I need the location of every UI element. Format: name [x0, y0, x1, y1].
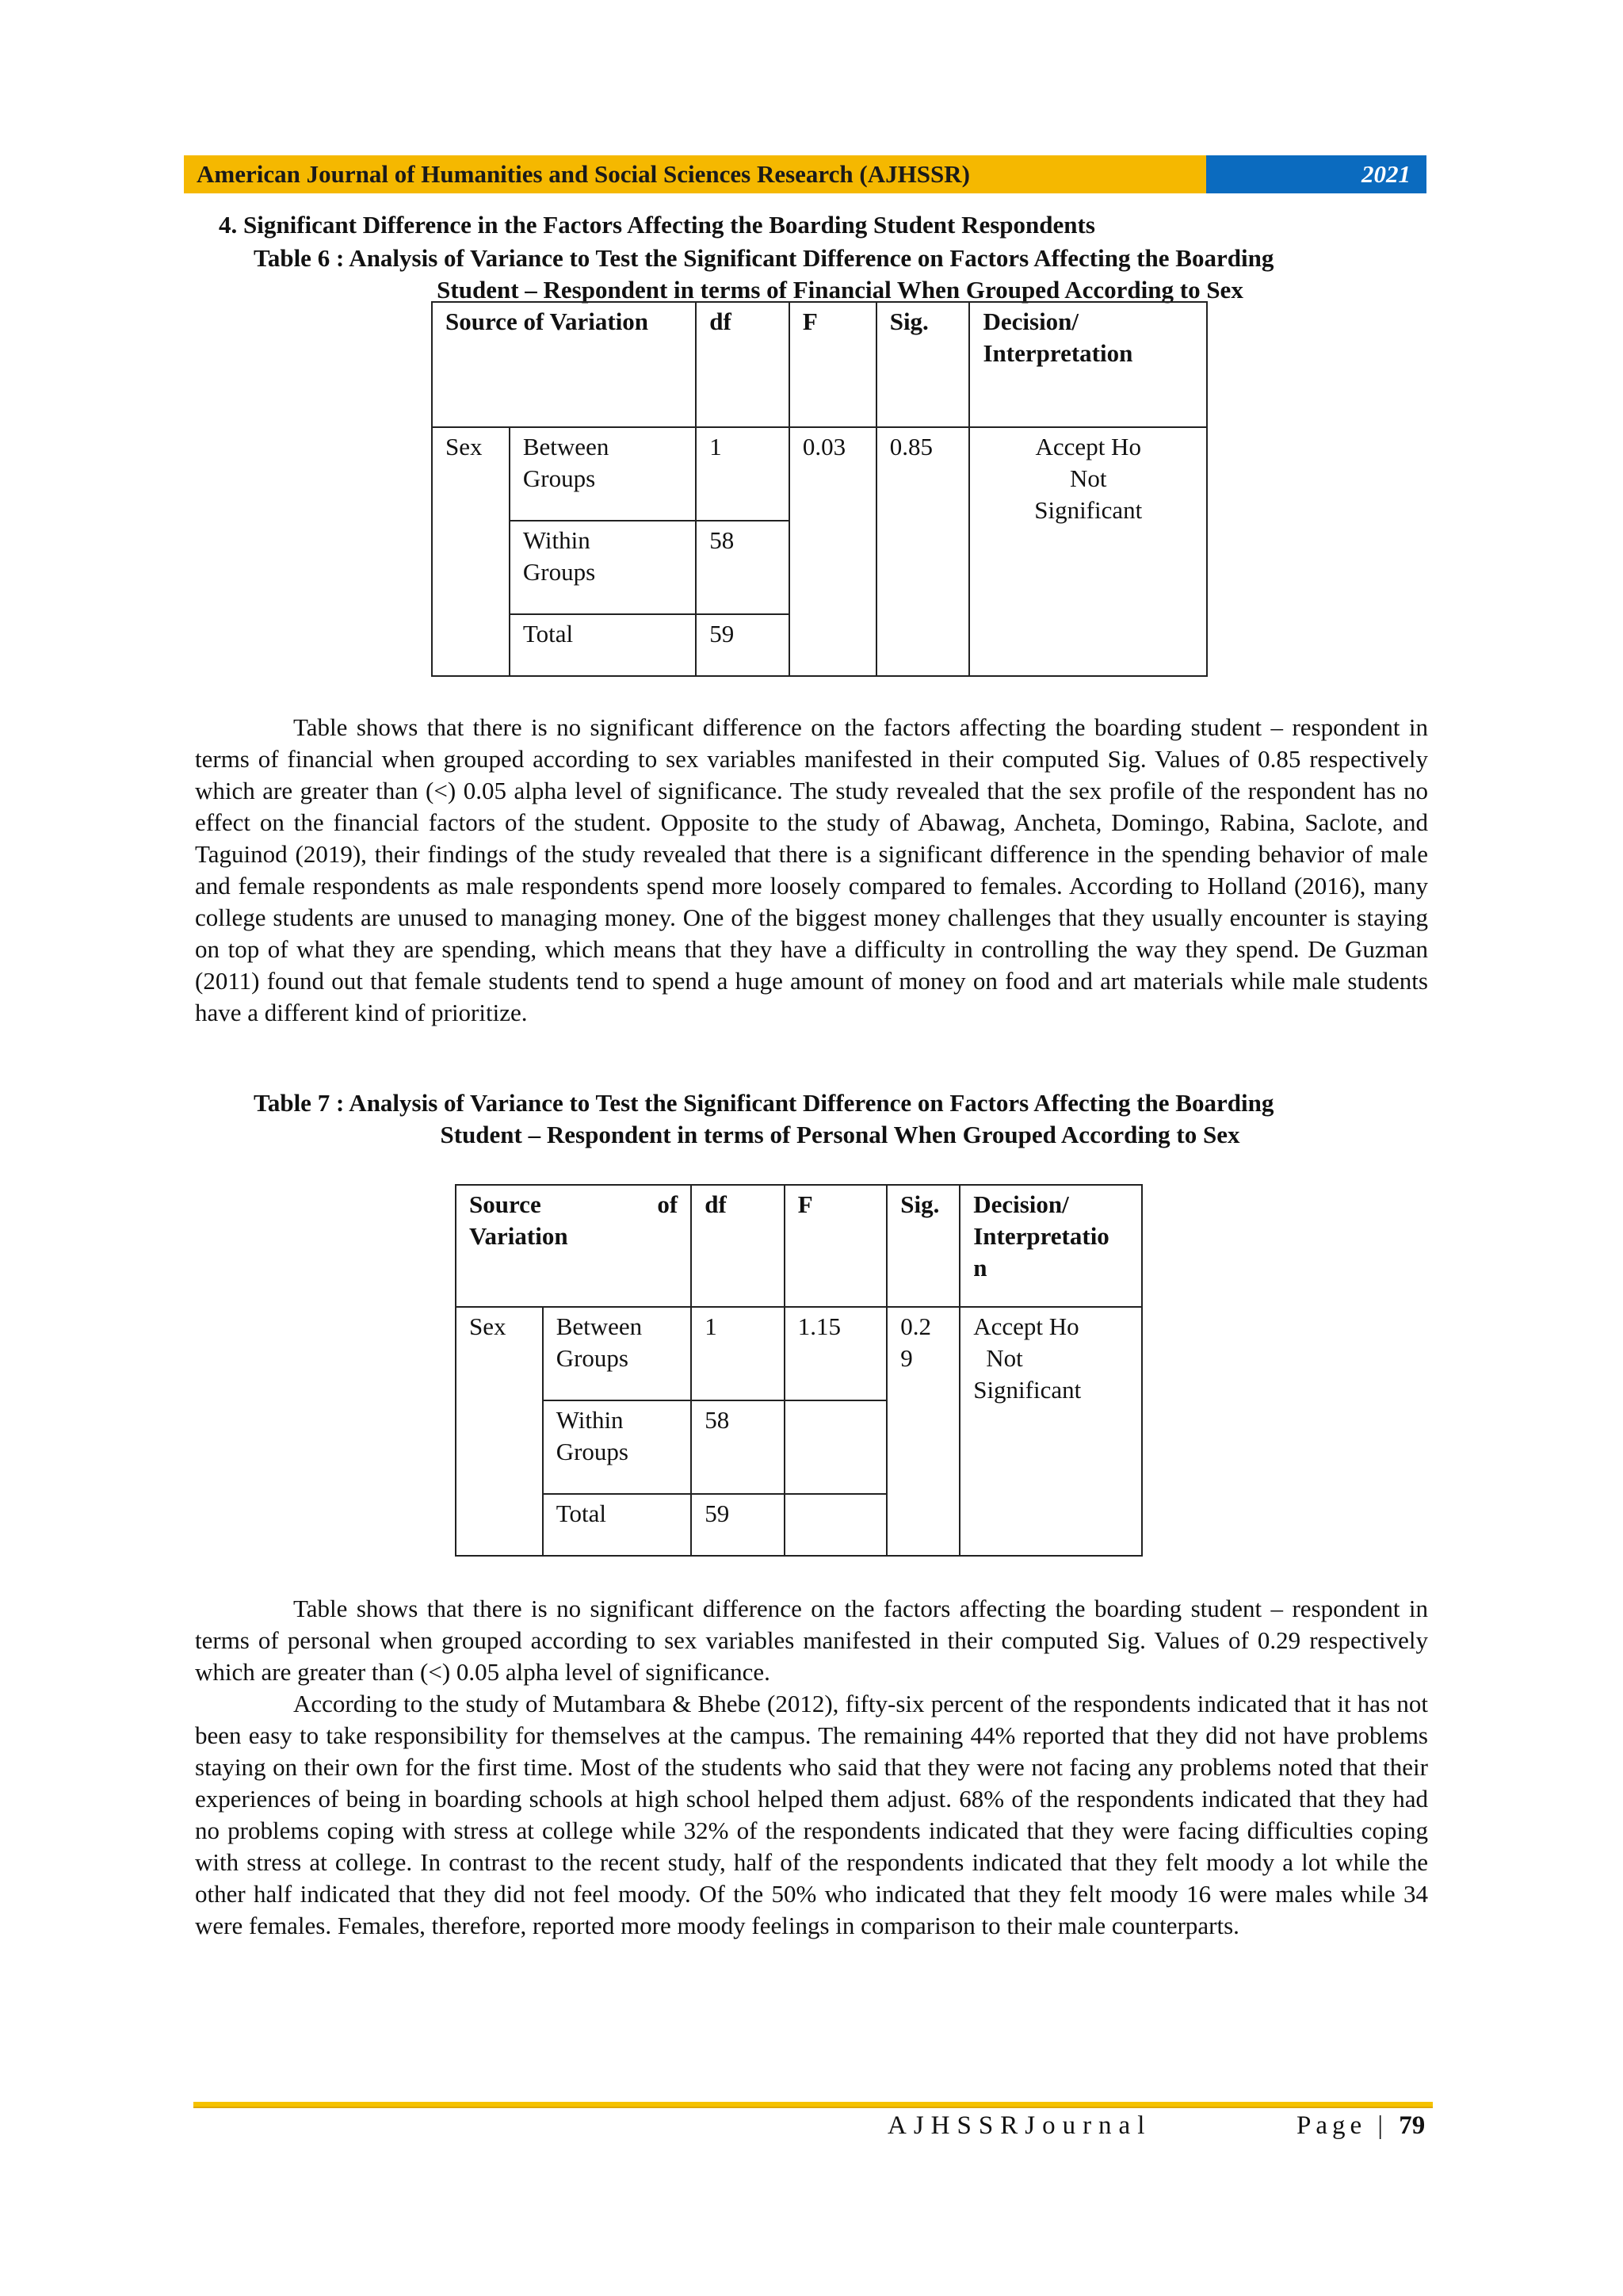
- header-f: F: [785, 1185, 888, 1307]
- row-df: 1: [696, 427, 789, 521]
- f-value: 0.03: [789, 427, 876, 676]
- paragraph-1: Table shows that there is no significant difference on the factors affecting the boarding student – respondent in terms of financial when grouped according to sex variables manifested in their computed Sig. Values of 0.85 respectively which are greater than (<) 0.05 alpha level of significance. The study revealed that the sex profile of the respondent has no effect on the financial factors of the student. Opposite to the study of Abawag, Ancheta, Domingo, Rabina, Saclote, and Taguinod (2019), their findings of the study revealed that there is a significant difference in the spending behavior of male and female respondents as male respondents spend more loosely compared to females. According to Holland (2016), many college students are unused to managing money. One of the biggest money challenges that they usually encounter is staying on top of what they are spending, which means that they have a difficulty in controlling the way they spend. De Guzman (2011) found out that female students tend to spend a huge amount of money on food and art materials while male students have a different kind of prioritize.: [195, 713, 1428, 1026]
- row-label: Within Groups: [543, 1400, 692, 1494]
- row-label: Between Groups: [543, 1307, 692, 1400]
- table-header-row: [432, 302, 1207, 427]
- decision-cell: Accept Ho Not Significant: [969, 427, 1207, 676]
- section-heading: 4. Significant Difference in the Factors Affecting the Boarding Student Respondents: [219, 211, 1095, 239]
- journal-header: [184, 155, 1426, 193]
- table-row: [456, 1307, 1142, 1400]
- table7-caption: [238, 1087, 1442, 1151]
- sig-value: 0.2 9: [887, 1307, 960, 1556]
- table6: [431, 301, 1208, 677]
- header-source: Source of Variation: [432, 302, 696, 427]
- row-label: Between Groups: [510, 427, 696, 521]
- paragraph-2: Table shows that there is no significant difference on the factors affecting the boarding student – respondent in terms of personal when grouped according to sex variables manifested in their computed Sig. Values of 0.29 respectively which are greater than (<) 0.05 alpha level of significance.: [195, 1595, 1428, 1686]
- header-sig: Sig.: [876, 302, 970, 427]
- row-label: Within Groups: [510, 521, 696, 614]
- footer-page: [1296, 2111, 1425, 2141]
- paragraph-3: According to the study of Mutambara & Bhebe (2012), fifty-six percent of the respondents indicated that it has not been easy to take responsibility for themselves at the campus. The remaining 44% reported that they did not have problems staying on their own for the first time. Most of the students who said that they were not facing any problems noted that their experiences of being in boarding schools at high school helped them adjust. 68% of the respondents indicated that they had no problems coping with stress at college while 32% of the respondents indicated that they were facing difficulties coping with stress at college. In contrast to the recent study, half of the respondents indicated that they felt moody a lot while the other half indicated that they did not feel moody. Of the 50% who indicated that they felt moody 16 were males while 34 were females. Females, therefore, reported more moody feelings in comparison to their male counterparts.: [195, 1690, 1428, 1939]
- table7-caption-line1: Table 7 : Analysis of Variance to Test the Significant Difference on Factors Affecting the Boarding: [254, 1089, 1274, 1117]
- table6-caption: [238, 243, 1442, 306]
- decision-cell: Accept Ho Not Significant: [960, 1307, 1142, 1556]
- header-f: F: [789, 302, 876, 427]
- header-df: df: [691, 1185, 784, 1307]
- row-label: Total: [543, 1494, 692, 1556]
- row-df: 1: [691, 1307, 784, 1400]
- page-number: 79: [1399, 2111, 1426, 2140]
- group-cell: Sex: [432, 427, 510, 676]
- empty-cell: [785, 1494, 888, 1556]
- sig-value: 0.85: [876, 427, 970, 676]
- row-df: 58: [691, 1400, 784, 1494]
- footer-journal: AJHSSRJournal: [888, 2111, 1152, 2140]
- journal-title: American Journal of Humanities and Social Sciences Research (AJHSSR): [184, 155, 1206, 193]
- header-decision: Decision/ Interpretation: [969, 302, 1207, 427]
- table6-caption-line2: Student – Respondent in terms of Financial When Grouped According to Sex: [437, 276, 1243, 304]
- footer-divider: [193, 2102, 1433, 2108]
- row-label: Total: [510, 614, 696, 676]
- page-label: Page |: [1296, 2111, 1388, 2140]
- table6-caption-line1: Table 6 : Analysis of Variance to Test the Significant Difference on Factors Affecting the Boarding: [254, 244, 1274, 272]
- header-source: Source of Variation: [456, 1185, 691, 1307]
- table-row: [432, 427, 1207, 521]
- header-decision: Decision/ Interpretatio n: [960, 1185, 1142, 1307]
- f-value: 1.15: [785, 1307, 888, 1400]
- table7-caption-line2: Student – Respondent in terms of Personal When Grouped According to Sex: [440, 1121, 1240, 1148]
- table7: [455, 1184, 1143, 1557]
- journal-year: 2021: [1206, 155, 1426, 193]
- header-df: df: [696, 302, 789, 427]
- row-df: 58: [696, 521, 789, 614]
- row-df: 59: [696, 614, 789, 676]
- group-cell: Sex: [456, 1307, 543, 1556]
- row-df: 59: [691, 1494, 784, 1556]
- header-sig: Sig.: [887, 1185, 960, 1307]
- table-header-row: [456, 1185, 1142, 1307]
- empty-cell: [785, 1400, 888, 1494]
